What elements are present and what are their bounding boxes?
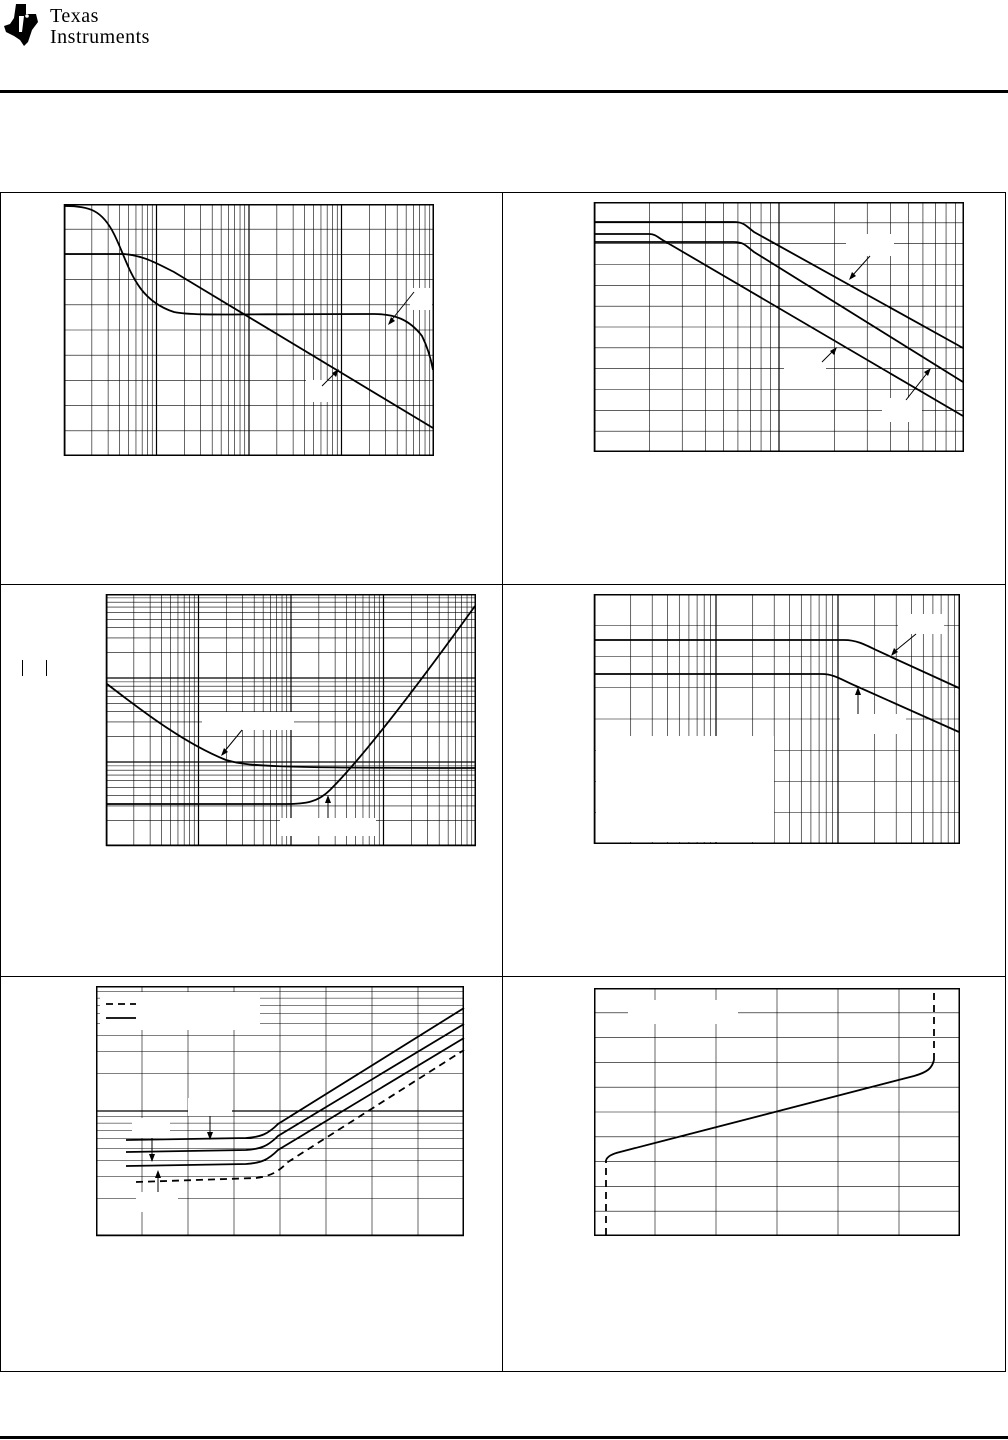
chart-3-axis-mark-1	[22, 660, 23, 676]
chart-5-series-2	[126, 1024, 464, 1152]
chart-2-arrowhead-2	[830, 347, 837, 355]
chart-5-series-4	[136, 1050, 464, 1182]
column-divider	[502, 192, 503, 1372]
ti-logo	[0, 2, 200, 52]
brand-line-2: Instruments	[50, 26, 150, 48]
chart-3-arrowhead-1	[221, 748, 228, 756]
chart-5-label-box-3	[136, 1192, 178, 1212]
chart-2	[594, 202, 964, 452]
chart-3-label-box-2	[280, 818, 376, 836]
chart-5-label-box-2	[132, 1118, 170, 1138]
ti-state-icon	[2, 2, 46, 48]
chart-5	[96, 986, 464, 1236]
chart-2-leader-3	[906, 372, 928, 400]
chart-1	[64, 204, 434, 456]
chart-6-label-box	[628, 1000, 738, 1024]
chart-2-label-box-2	[784, 360, 826, 382]
chart-4-leader-1	[894, 634, 916, 652]
chart-4-conditions-box	[596, 736, 774, 842]
header-rule	[0, 90, 1008, 93]
chart-3-axis-mark-2	[46, 660, 47, 676]
chart-2-arrowhead-3	[924, 368, 931, 376]
chart-3-label-box-1	[202, 712, 294, 730]
footer-rule	[0, 1436, 1008, 1439]
chart-1-arrowhead-1	[388, 317, 395, 325]
chart-5-legend-box	[100, 992, 260, 1030]
chart-2-label-box-3	[882, 398, 922, 422]
chart-3-arrowhead-2	[325, 795, 331, 803]
row-divider-2	[0, 976, 1006, 977]
chart-4-series-1	[595, 640, 959, 688]
chart-1-label-box-1	[410, 288, 432, 310]
chart-5-series-3	[126, 1038, 464, 1166]
chart-5-label-box-1	[188, 1098, 232, 1116]
chart-3	[106, 594, 476, 846]
chart-6	[594, 988, 960, 1236]
row-divider-1	[0, 584, 1006, 585]
chart-3-leader-1	[224, 730, 242, 752]
chart-5-arrowhead-3	[155, 1170, 161, 1178]
chart-2-label-box-1	[846, 234, 894, 256]
chart-4	[594, 594, 960, 844]
brand-line-1: Texas	[50, 5, 99, 27]
chart-4-label-box-2	[840, 714, 906, 734]
chart-4-label-box-1	[898, 614, 944, 634]
